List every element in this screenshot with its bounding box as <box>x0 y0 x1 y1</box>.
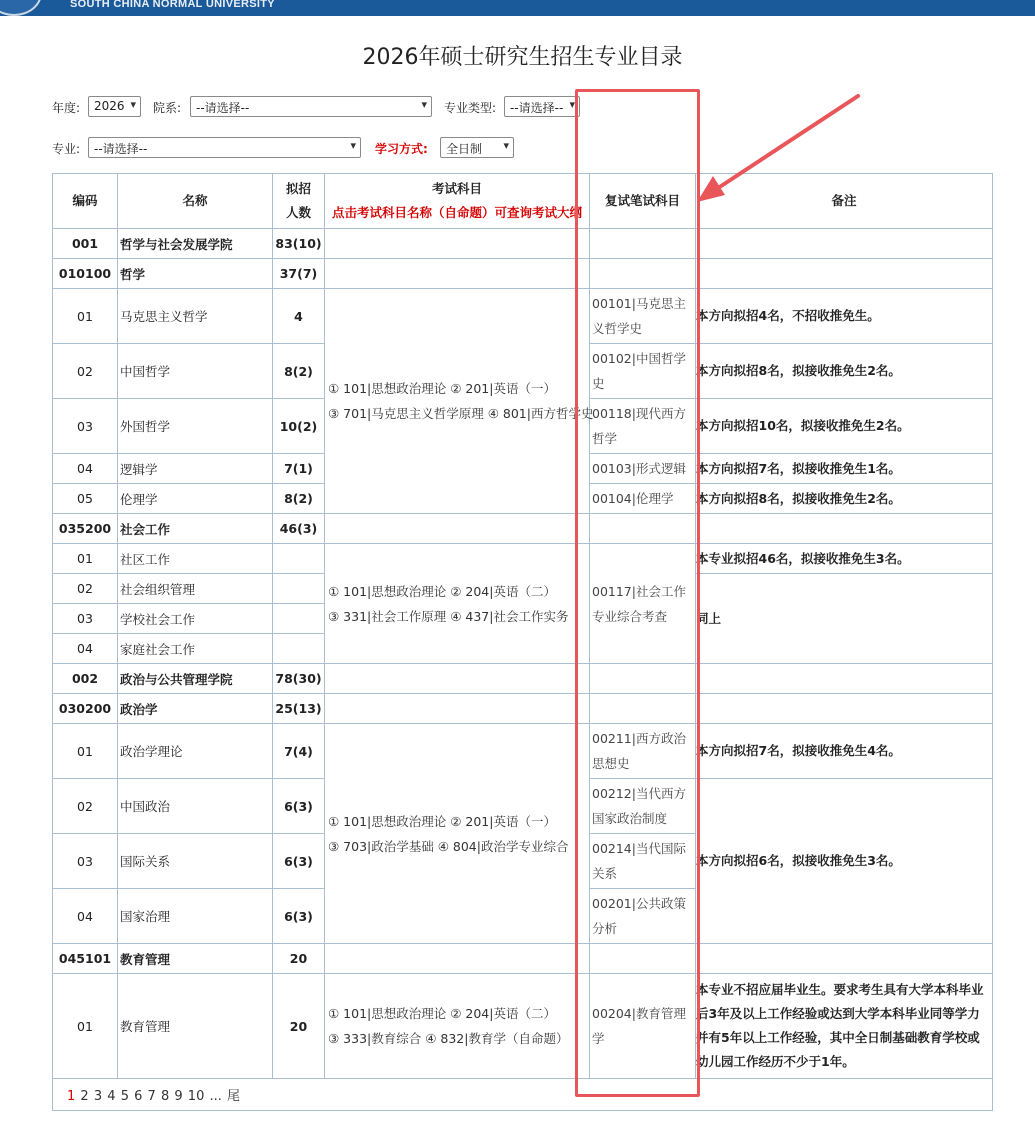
cell-name: 逻辑学 <box>118 454 273 484</box>
cell-retest <box>590 514 696 544</box>
university-name: SOUTH CHINA NORMAL UNIVERSITY <box>70 0 275 10</box>
cell-quota: 25(13) <box>273 694 325 724</box>
cell-note: 本专业拟招46名，拟接收推免生3名。 <box>696 544 993 574</box>
cell-name: 哲学 <box>118 259 273 289</box>
cell-quota: 20 <box>273 944 325 974</box>
cell-name: 中国政治 <box>118 779 273 834</box>
table-row <box>53 289 993 344</box>
cell-exam <box>325 664 590 694</box>
cell-note <box>696 694 993 724</box>
cell-retest: 00212|当代西方国家政治制度 <box>590 779 696 834</box>
cell-quota <box>273 544 325 574</box>
cell-retest: 00117|社会工作专业综合考查 <box>590 544 696 664</box>
cell-note: 本方向拟招4名，不招收推免生。 <box>696 289 993 344</box>
cell-name: 伦理学 <box>118 484 273 514</box>
exam-line-2[interactable]: ③ 333|教育综合 ④ 832|教育学（自命题） <box>328 1031 569 1046</box>
cell-code: 03 <box>53 834 118 889</box>
cell-code: 05 <box>53 484 118 514</box>
table-row <box>53 944 993 974</box>
cell-exam <box>325 694 590 724</box>
major-label: 专业: <box>52 142 81 156</box>
page-link-current[interactable]: 1 <box>67 1089 76 1104</box>
cell-quota: 7(4) <box>273 724 325 779</box>
cell-code: 030200 <box>53 694 118 724</box>
col-header-name: 名称 <box>118 174 273 229</box>
exam-line-2[interactable]: ③ 703|政治学基础 ④ 804|政治学专业综合 <box>328 838 569 854</box>
page-link[interactable]: 7 <box>147 1089 156 1104</box>
page-link[interactable]: 8 <box>160 1089 170 1104</box>
chevron-down-icon: ▾ <box>421 98 427 111</box>
col-header-code: 编码 <box>53 174 118 229</box>
cell-code: 035200 <box>53 514 118 544</box>
cell-name: 政治学 <box>118 694 273 724</box>
col-header-quota <box>273 174 325 229</box>
type-label: 专业类型: <box>444 101 497 115</box>
cell-code: 04 <box>53 889 118 944</box>
page-link[interactable]: 2 <box>80 1089 89 1104</box>
page-link[interactable]: 3 <box>93 1089 103 1104</box>
cell-code: 01 <box>53 724 118 779</box>
major-select[interactable] <box>88 137 361 158</box>
cell-name: 教育管理 <box>118 944 273 974</box>
mode-select[interactable] <box>440 137 514 158</box>
cell-quota: 10(2) <box>273 399 325 454</box>
cell-quota <box>273 574 325 604</box>
cell-retest: 00201|公共政策分析 <box>590 889 696 944</box>
page-link[interactable]: 9 <box>174 1089 183 1104</box>
cell-note <box>696 229 993 259</box>
cell-exam[interactable] <box>325 289 594 514</box>
page-link[interactable]: 6 <box>134 1089 143 1104</box>
page-ellipsis: ... <box>209 1089 222 1104</box>
cell-quota: 7(1) <box>273 454 325 484</box>
chevron-down-icon: ▾ <box>130 98 136 111</box>
cell-name: 教育管理 <box>118 974 273 1079</box>
cell-quota: 6(3) <box>273 834 325 889</box>
table-row <box>53 724 993 779</box>
cell-quota: 37(7) <box>273 259 325 289</box>
cell-retest: 00101|马克思主义哲学史 <box>590 289 696 344</box>
cell-exam <box>325 944 590 974</box>
col-header-quota-line2: 人数 <box>285 205 311 220</box>
cell-quota: 4 <box>273 289 325 344</box>
cell-note: 本方向拟招8名，拟接收推免生2名。 <box>696 344 993 399</box>
university-logo <box>0 0 42 16</box>
cell-retest: 00214|当代国际关系 <box>590 834 696 889</box>
year-select[interactable] <box>88 96 141 117</box>
cell-quota: 78(30) <box>273 664 325 694</box>
page-link[interactable]: 10 <box>187 1089 205 1104</box>
cell-retest: 00103|形式逻辑 <box>590 454 696 484</box>
cell-code: 02 <box>53 344 118 399</box>
cell-name: 学校社会工作 <box>118 604 273 634</box>
cell-note: 同上 <box>696 574 993 664</box>
cell-retest: 00118|现代西方哲学 <box>590 399 696 454</box>
exam-line-1[interactable]: ① 101|思想政治理论 ② 201|英语（一） <box>328 381 556 396</box>
cell-retest <box>590 259 696 289</box>
page-title: 2026年硕士研究生招生专业目录 <box>362 45 683 70</box>
cell-quota: 83(10) <box>273 229 325 259</box>
table-row <box>53 544 993 574</box>
page-link[interactable]: 5 <box>120 1089 129 1104</box>
cell-note: 本方向拟招10名，拟接收推免生2名。 <box>696 399 993 454</box>
cell-code: 02 <box>53 574 118 604</box>
dept-label: 院系: <box>153 101 182 115</box>
col-header-exam <box>325 174 590 229</box>
cell-code: 04 <box>53 454 118 484</box>
cell-note: 本方向拟招7名，拟接收推免生1名。 <box>696 454 993 484</box>
col-header-quota-line1: 拟招 <box>285 181 311 196</box>
exam-line-1[interactable]: ① 101|思想政治理论 ② 204|英语（二） <box>328 1006 556 1021</box>
major-select-value: --请选择-- <box>94 142 148 156</box>
cell-name: 社会工作 <box>118 514 273 544</box>
cell-exam <box>325 229 590 259</box>
cell-code: 02 <box>53 779 118 834</box>
chevron-down-icon: ▾ <box>350 139 356 152</box>
col-header-retest: 复试笔试科目 <box>590 174 696 229</box>
table-row <box>53 514 993 544</box>
col-header-note: 备注 <box>696 174 993 229</box>
cell-code: 045101 <box>53 944 118 974</box>
cell-quota: 6(3) <box>273 779 325 834</box>
cell-code: 01 <box>53 289 118 344</box>
cell-exam[interactable] <box>325 974 590 1079</box>
year-select-value: 2026 <box>94 99 125 113</box>
cell-note: 本专业不招应届毕业生。要求考生具有大学本科毕业后3年及以上工作经验或达到大学本科毕业同等学力并有5年以上工作经验，其中全日制基础教育学校或幼儿园工作经历不少于1年。 <box>696 974 993 1079</box>
cell-name: 外国哲学 <box>118 399 273 454</box>
cell-code: 001 <box>53 229 118 259</box>
exam-line-1[interactable]: ① 101|思想政治理论 ② 201|英语（一） <box>328 813 556 829</box>
exam-line-2[interactable]: ③ 701|马克思主义哲学原理 ④ 801|西方哲学史 <box>328 406 594 421</box>
cell-name: 国际关系 <box>118 834 273 889</box>
cell-retest: 00102|中国哲学史 <box>590 344 696 399</box>
cell-exam <box>325 514 590 544</box>
cell-name: 马克思主义哲学 <box>118 289 273 344</box>
cell-name: 哲学与社会发展学院 <box>118 229 273 259</box>
exam-line-1[interactable]: ① 101|思想政治理论 ② 204|英语（二） <box>328 583 556 599</box>
cell-code: 01 <box>53 544 118 574</box>
table-row <box>53 259 993 289</box>
cell-name: 中国哲学 <box>118 344 273 399</box>
chevron-down-icon: ▾ <box>569 98 575 111</box>
cell-retest <box>590 229 696 259</box>
cell-code: 04 <box>53 634 118 664</box>
cell-name: 社会组织管理 <box>118 574 273 604</box>
table-row <box>53 664 993 694</box>
dept-select-value: --请选择-- <box>196 101 250 115</box>
cell-quota: 6(3) <box>273 889 325 944</box>
cell-code: 03 <box>53 604 118 634</box>
cell-quota <box>273 604 325 634</box>
cell-retest <box>590 664 696 694</box>
cell-quota: 20 <box>273 974 325 1079</box>
cell-retest <box>590 694 696 724</box>
table-row <box>53 974 993 1079</box>
page-link[interactable]: 4 <box>107 1089 116 1104</box>
cell-note: 本方向拟招7名，拟接收推免生4名。 <box>696 724 993 779</box>
cell-code: 03 <box>53 399 118 454</box>
exam-line-2[interactable]: ③ 331|社会工作原理 ④ 437|社会工作实务 <box>328 608 569 624</box>
cell-retest: 00104|伦理学 <box>590 484 696 514</box>
cell-code: 002 <box>53 664 118 694</box>
mode-select-value: 全日制 <box>446 142 483 156</box>
cell-quota: 46(3) <box>273 514 325 544</box>
cell-code: 010100 <box>53 259 118 289</box>
mode-label: 学习方式: <box>375 142 428 156</box>
cell-name: 国家治理 <box>118 889 273 944</box>
header-banner <box>0 0 1035 16</box>
cell-exam <box>325 259 590 289</box>
cell-name: 社区工作 <box>118 544 273 574</box>
cell-retest: 00211|西方政治思想史 <box>590 724 696 779</box>
pagination <box>53 1079 993 1111</box>
cell-name: 家庭社会工作 <box>118 634 273 664</box>
page-link-last[interactable]: 尾 <box>227 1089 241 1104</box>
year-label: 年度: <box>52 101 81 115</box>
cell-quota: 8(2) <box>273 344 325 399</box>
cell-note <box>696 514 993 544</box>
cell-quota <box>273 634 325 664</box>
cell-name: 政治与公共管理学院 <box>118 664 273 694</box>
col-header-exam-title: 考试科目 <box>431 181 482 196</box>
type-select-value: --请选择-- <box>510 101 564 115</box>
table-header-row <box>53 174 993 229</box>
pager-row <box>53 1079 993 1111</box>
dept-select[interactable] <box>190 96 432 117</box>
cell-note <box>696 664 993 694</box>
catalog-table <box>52 173 993 1111</box>
cell-retest <box>590 944 696 974</box>
chevron-down-icon: ▾ <box>503 139 509 152</box>
cell-note: 本方向拟招6名，拟接收推免生3名。 <box>696 779 993 944</box>
cell-note: 本方向拟招8名，拟接收推免生2名。 <box>696 484 993 514</box>
cell-code: 01 <box>53 974 118 1079</box>
cell-quota: 8(2) <box>273 484 325 514</box>
cell-exam[interactable] <box>325 544 590 664</box>
cell-note <box>696 259 993 289</box>
cell-retest: 00204|教育管理学 <box>590 974 696 1079</box>
cell-name: 政治学理论 <box>118 724 273 779</box>
cell-exam[interactable] <box>325 724 590 944</box>
col-header-exam-hint: 点击考试科目名称（自命题）可查询考试大纲 <box>331 205 582 220</box>
table-row <box>53 694 993 724</box>
cell-note <box>696 944 993 974</box>
table-row <box>53 229 993 259</box>
type-select[interactable] <box>504 96 580 117</box>
